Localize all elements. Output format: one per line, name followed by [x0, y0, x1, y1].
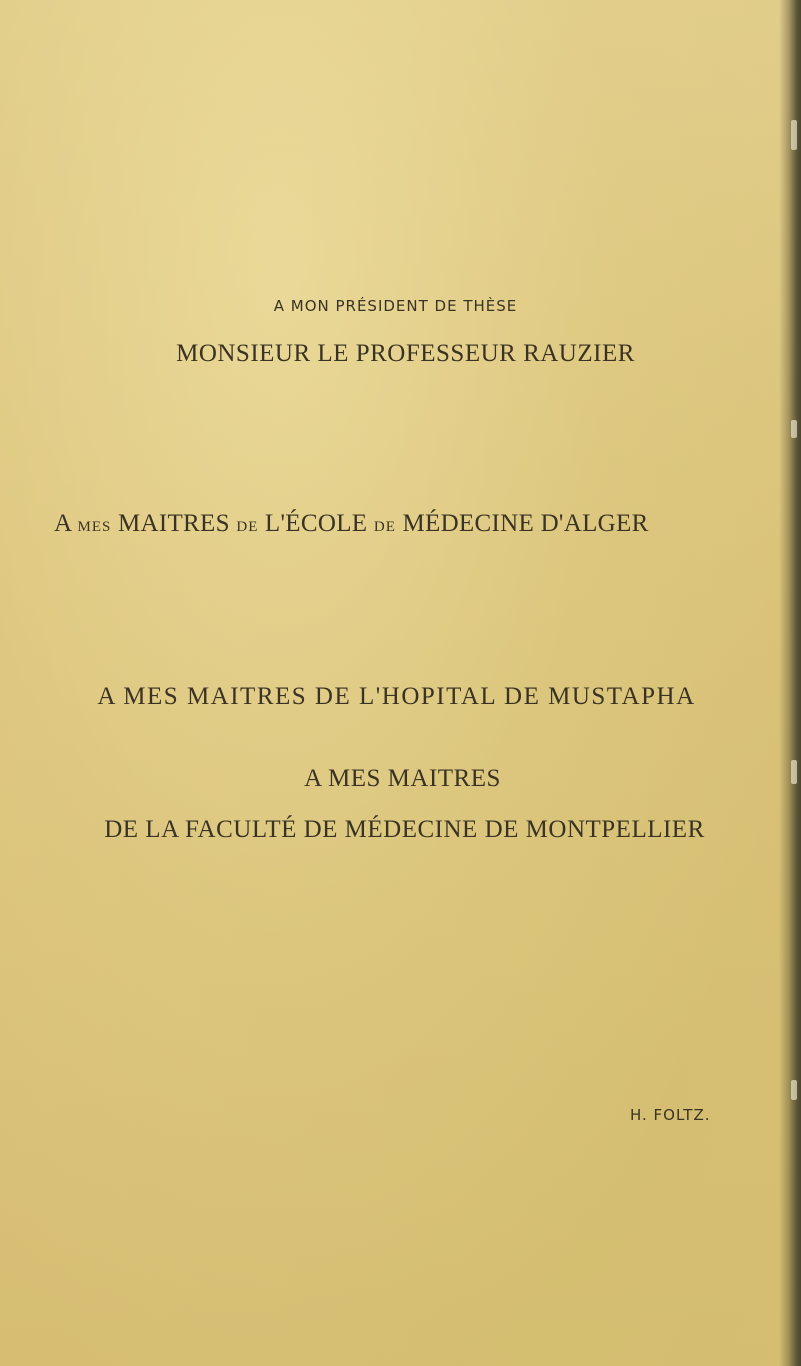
hopital-dedication: A MES MAITRES DE L'HOPITAL DE MUSTAPHA	[97, 683, 696, 710]
ecole-word-ecole: L'ÉCOLE	[264, 510, 368, 537]
author-signature: H. FOLTZ.	[630, 1106, 711, 1124]
ecole-word-a: A	[54, 510, 71, 537]
ecole-dedication	[54, 510, 754, 538]
ecole-word-mes: MES	[77, 519, 112, 535]
faculte-dedication: DE LA FACULTÉ DE MÉDECINE DE MONTPELLIER	[104, 816, 705, 843]
edge-mark	[791, 1080, 797, 1100]
faculte-heading: A MES MAITRES	[304, 765, 501, 792]
edge-mark	[791, 420, 797, 438]
ecole-word-maitres: MAITRES	[117, 510, 230, 537]
ecole-word-de-2: DE	[373, 519, 396, 535]
ecole-word-de: DE	[236, 519, 259, 535]
ecole-word-medecine: MÉDECINE D'ALGER	[402, 510, 649, 537]
edge-mark	[791, 120, 797, 150]
president-heading: A MON PRÉSIDENT DE THÈSE	[273, 297, 518, 315]
president-name: MONSIEUR LE PROFESSEUR RAUZIER	[176, 340, 635, 367]
